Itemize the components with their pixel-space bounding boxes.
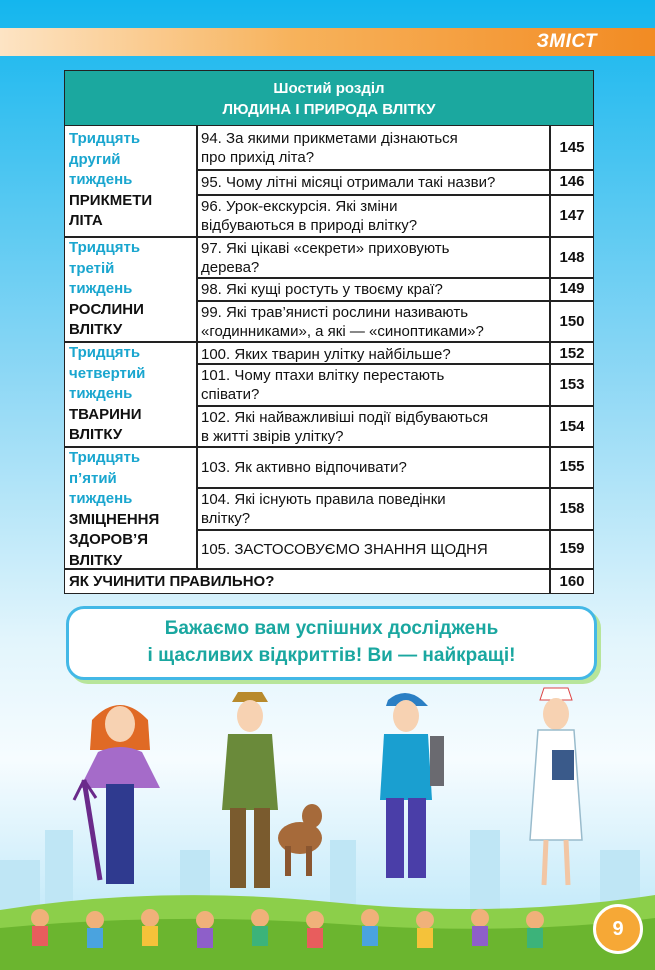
header-title: ЗМІСТ <box>536 31 597 52</box>
contents-table <box>64 70 594 594</box>
week-label: Тридцять <box>69 344 141 361</box>
row-divider <box>196 277 593 279</box>
week-theme: ВЛІТКУ <box>69 426 123 443</box>
lesson-title[interactable]: 99. Які трав’янисті рослини називають «годинниками», а які — «синоптиками»? <box>201 304 484 340</box>
lesson-page[interactable]: 147 <box>559 207 585 224</box>
lesson-title[interactable]: 100. Яких тварин улітку найбільше? <box>201 346 451 363</box>
scout-with-dog-figure <box>222 692 322 888</box>
lesson-page[interactable]: 153 <box>559 376 585 393</box>
week-label: п’ятий <box>69 469 117 487</box>
week-label: тиждень <box>69 171 133 188</box>
week-cell <box>69 343 197 446</box>
nurse-with-clipboard-figure <box>530 688 582 885</box>
lesson-title[interactable]: 103. Як активно відпочивати? <box>201 459 407 476</box>
section-header <box>65 71 593 126</box>
lesson-title[interactable]: 95. Чому літні місяці отримали такі назви? <box>201 174 496 191</box>
week-label: тиждень <box>69 280 133 297</box>
lesson-title[interactable]: 97. Які цікаві «секрети» приховують дерева? <box>201 240 450 276</box>
week-theme: ТВАРИНИ <box>69 405 142 423</box>
week-theme: ВЛІТКУ <box>69 551 123 569</box>
week-cell <box>69 448 197 571</box>
week-theme: ЗМІЦНЕННЯ <box>69 510 160 528</box>
row-divider <box>196 194 593 196</box>
lesson-page[interactable]: 146 <box>559 173 585 190</box>
lesson-page[interactable]: 145 <box>559 139 585 156</box>
lesson-title[interactable]: 98. Які кущі ростуть у твоєму краї? <box>201 281 443 298</box>
header-bar <box>0 28 655 56</box>
row-divider <box>196 487 593 489</box>
characters-illustration <box>0 680 655 970</box>
lesson-title[interactable]: 102. Які найважливіші події відбуваються в житті звірів улітку? <box>201 409 489 445</box>
lesson-page[interactable]: 150 <box>559 313 585 330</box>
week-label: третій <box>69 259 115 277</box>
lesson-page[interactable]: 159 <box>559 540 585 557</box>
lesson-title[interactable]: 104. Які існують правила поведінки влітку? <box>201 491 446 527</box>
week-cell <box>69 129 197 232</box>
week-theme: ПРИКМЕТИ <box>69 191 153 209</box>
week-label: Тридцять <box>69 239 141 256</box>
week-label: тиждень <box>69 490 133 507</box>
week-theme: ЗДОРОВ’Я <box>69 531 149 548</box>
lesson-page[interactable]: 149 <box>559 280 585 297</box>
lesson-title[interactable]: 101. Чому птахи влітку перестають співати? <box>201 367 445 403</box>
week-label: другий <box>69 150 121 168</box>
week-label: Тридцять <box>69 130 141 147</box>
week-label: тиждень <box>69 385 133 402</box>
lesson-title[interactable]: 96. Урок-екскурсія. Які зміни відбуваються в природі влітку? <box>201 198 418 234</box>
lesson-title[interactable]: 94. За якими прикметами дізнаються про прихід літа? <box>201 130 458 166</box>
final-row-title[interactable]: ЯК УЧИНИТИ ПРАВИЛЬНО? <box>69 573 275 590</box>
lesson-title[interactable]: 105. ЗАСТОСОВУЄМО ЗНАННЯ ЩОДНЯ <box>201 541 488 558</box>
row-divider <box>196 405 593 407</box>
final-row-page[interactable]: 160 <box>559 573 585 590</box>
section-number: Шостий розділ <box>273 80 385 97</box>
week-theme: ВЛІТКУ <box>69 321 123 338</box>
row-divider <box>196 529 593 531</box>
lesson-page[interactable]: 148 <box>559 249 585 266</box>
girl-with-umbrella-figure <box>74 705 160 884</box>
row-divider <box>196 300 593 302</box>
lesson-page[interactable]: 154 <box>559 418 585 435</box>
section-title: ЛЮДИНА І ПРИРОДА ВЛІТКУ <box>222 101 436 118</box>
week-theme: РОСЛИНИ <box>69 300 144 318</box>
lesson-page[interactable]: 152 <box>559 345 585 362</box>
lesson-page[interactable]: 158 <box>559 500 585 517</box>
week-label: Тридцять <box>69 449 141 466</box>
page-number-badge: 9 <box>593 904 643 954</box>
wish-banner <box>66 606 597 680</box>
lesson-page[interactable]: 155 <box>559 458 585 475</box>
week-cell <box>69 238 197 341</box>
boy-with-backpack-figure <box>380 693 444 878</box>
wish-line-1: Бажаємо вам успішних досліджень <box>164 618 499 639</box>
row-divider <box>196 169 593 171</box>
week-theme: ЛІТА <box>69 212 103 229</box>
wish-line-2: і щасливих відкриттів! Ви — найкращі! <box>147 645 516 666</box>
week-label: четвертий <box>69 364 146 382</box>
